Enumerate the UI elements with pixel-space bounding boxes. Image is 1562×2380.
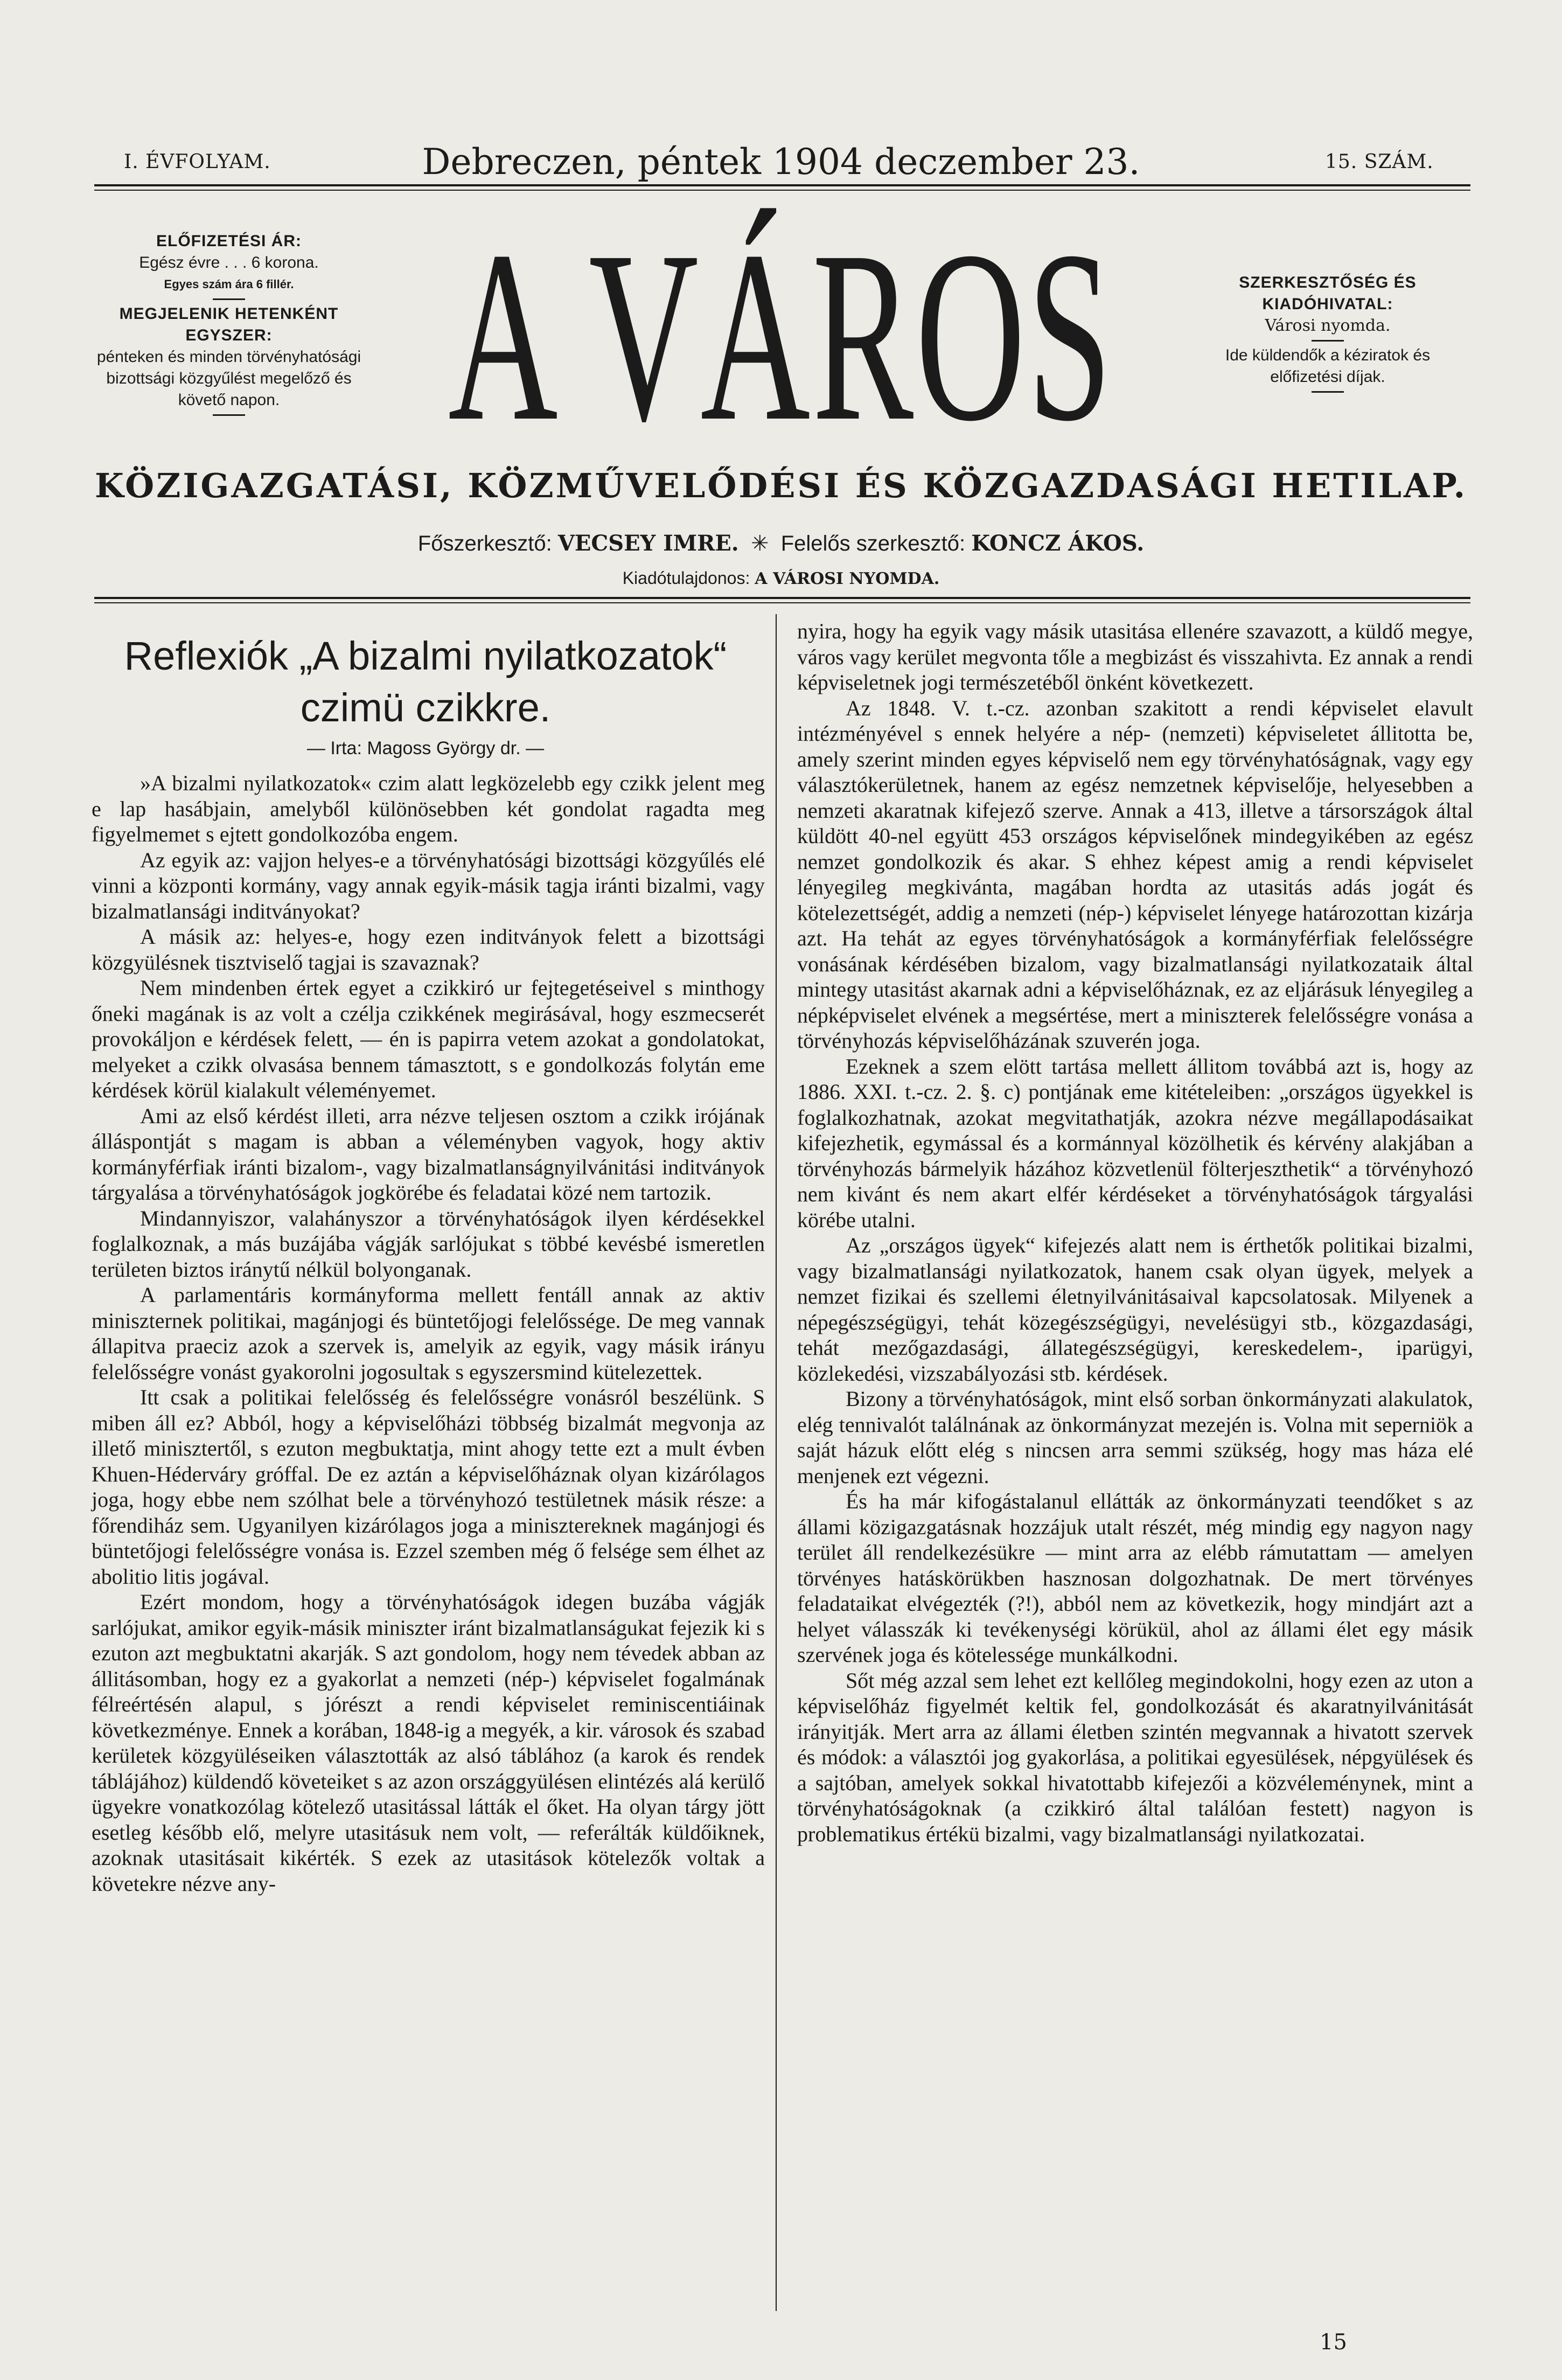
staff-line xyxy=(0,531,1562,556)
paragraph: Nem mindenben értek egyet a czikkiró ur fejtegetéseivel s minthogy őneki magának is az volt a czélja czikkének megirásával, hogy eszmecserét provokáljon e kérdések felett, — én is papirra vetem azokat a gondolatokat, melyeket a czikk olvasása bennem támasztott, s e gondolkozás folytán eme kérdések körül kialakult véleményemet. xyxy=(92,976,765,1102)
paragraph: nyira, hogy ha egyik vagy másik utasitása ellenére szavazott, a küldő megye, város vagy kerület megvonta tőle a megbizást és visszahivta. Ez annak a rendi képviseletnek jogi természetéből önként következett. xyxy=(797,619,1473,694)
paragraph: Az egyik az: vajjon helyes-e a törvényhatósági bizottsági közgyűlés elé vinni a központi kormány, vagy annak egyik-másik tagja iránti bizalmi, vagy bizalmatlansági inditványokat? xyxy=(92,847,765,923)
subscription-price: Egész évre . . . 6 korona. xyxy=(139,254,319,272)
paragraph: Ami az első kérdést illeti, arra nézve teljesen osztom a czikk irójának álláspontját s magam is abban a véleményben vagyok, hogy aktiv kormányférfiak iránti bizalom-, vagy bizalmatlanságnyilvánitási inditványok tárgyalása a törvényhatóságok jogkörébe és feladatai közé nem tartozik. xyxy=(92,1103,765,1205)
publication-title: MEGJELENIK HETENKÉNT EGYSZER: xyxy=(119,305,339,344)
paragraph: És ha már kifogástalanul ellátták az önkormányzati teendőket s az állami közigazgatásnak hozzájuk utalt részét, még mindig egy nagyon nagy terület áll rendelkezésükre — mint arra az elébb rámutattam — amelyen törvényes hatáskörükben hasznosan dolgozhatnak. De mert törvényes feladataikat elvégezték (?!), abból nem az következik, hogy mindjárt azt a helyet válasszák ki tevékenységi körükül, ahol az állami élet egy másik szervének joga és kötelessége munkálkodni. xyxy=(797,1489,1473,1667)
dateline: Debreczen, péntek 1904 deczember 23. xyxy=(422,141,1140,183)
office-address: Városi nyomda. xyxy=(1265,316,1391,335)
separator-star-icon: ✳ xyxy=(750,532,769,555)
header-rule xyxy=(94,184,1470,186)
issue-number: 15. SZÁM. xyxy=(1325,151,1434,173)
divider xyxy=(213,298,245,300)
office-box xyxy=(1193,272,1462,396)
page-number: 15 xyxy=(1320,2330,1347,2355)
staff-rule xyxy=(94,597,1470,599)
divider xyxy=(1312,340,1344,342)
divider xyxy=(1312,391,1344,393)
office-title: SZERKESZTŐSÉG ÉS KIADÓHIVATAL: xyxy=(1239,274,1417,313)
article-title xyxy=(86,630,765,734)
editor-name: VECSEY IMRE. xyxy=(557,531,739,556)
office-note: Ide küldendők a kéziratok és előfizetési díjak. xyxy=(1225,346,1431,386)
subheading: KÖZIGAZGATÁSI, KÖZMŰVELŐDÉSI ÉS KÖZGAZDASÁGI HETILAP. xyxy=(94,466,1468,505)
paragraph: Sőt még azzal sem lehet ezt kellőleg megindokolni, hogy ezen az uton a képviselőház figyelmét keltik fel, gondolkozását és akaratnyilvánitását irányitják. Mert arra az állami életben szintén megvannak a hivatott szervek és módok: a választói jog gyakorlása, a politikai egyesülések, népgyülések és a sajtóban, amelyek sokkal hivatottabb kifejezői a közvéleménynek, mint a törvényhatóságoknak (a czikkiró által találóan festett) nagyon is problematikus értékü bizalmi, vagy bizalmatlansági nyilatkozatai. xyxy=(797,1668,1473,1846)
owner-line xyxy=(0,568,1562,588)
article-byline: — Irta: Magoss György dr. — xyxy=(306,738,545,758)
owner-name: A VÁROSI NYOMDA. xyxy=(755,569,940,588)
paragraph: Az 1848. V. t.-cz. azonban szakitott a rendi képviselet elavult intézményével s ennek helyére a nép- (nemzeti) képviseletet állitotta be, amely szerint minden egyes képviselő nem egy törvényhatóságnak, vagy egy választókerületnek, hanem az egész nemzetnek képviselője, helyesebben a nemzeti akaratnak kifejező szerve. Annak a 413, illetve a társországok által küldött 40-nel együtt 453 országos képviselőnek mindegyikében az egész nemzet gondolkozik és akar. S ehhez képest amig a rendi képviselet lényegileg megkivánta, magában hordta az utasitás adás jogát és kötelezettségét, addig a nemzeti (nép-) képviselet lényege határozottan kizárja azt. Ha tehát az egyes törvényhatóságok a kormányférfiak felelősségre vonásának kérdésében bizalom, vagy bizalmatlansági nyilatkozataik által mintegy utasitást akarnak adni a képviselőháznak, ez az eljárásuk lényegileg a népképviselet elvének a megsértése, mert a miniszterek felelősségre vonása a törvényhozás képviselőházának szuverén joga. xyxy=(797,695,1473,1053)
responsible-label: Felelős szerkesztő: xyxy=(780,532,966,555)
paragraph: Mindannyiszor, valahányszor a törvényhatóságok ilyen kérdésekkel foglalkoznak, a más buzájába vágják sarlójukat s többé kevésbé ismeretlen területen biztos iránytű nélkül bolyonganak. xyxy=(92,1206,765,1282)
subscription-title: ELŐFIZETÉSI ÁR: xyxy=(156,232,302,250)
left-column xyxy=(92,770,765,1896)
single-issue-price: Egyes szám ára 6 fillér. xyxy=(164,277,294,291)
editor-label: Főszerkesztő: xyxy=(417,532,552,555)
masthead-title: A VÁROS xyxy=(448,201,1114,472)
owner-label: Kiadótulajdonos: xyxy=(622,568,750,588)
paragraph: Az „országos ügyek“ kifejezés alatt nem is érthetők politikai bizalmi, vagy bizalmatlansági nyilatkozatok, hanem csak olyan ügyek, melyek a nemzet fizikai és szellemi életnyilvánitásaival kapcsolatosak. Milyenek a népegészségügyi, tehát közegészségügyi, nevelésügyi stb., közgazdasági, tehát mezőgazdasági, állategészségügyi, kereskedelem-, iparügyi, közlekedési, vizszabályozási stb. kérdések. xyxy=(797,1233,1473,1386)
staff-rule-thin xyxy=(94,602,1470,603)
header-rule-thin xyxy=(94,190,1470,191)
paragraph: Ezért mondom, hogy a törvényhatóságok idegen buzába vágják sarlójukat, amikor egyik-másik miniszter iránt bizalmatlanságukat fejezik ki s ezuton azt megbuktatni akarják. S azt gondolom, hogy nem tévedek abban az állitásomban, hogy ez a gyakorlat a nemzeti (nép-) képviselet fogalmának félreértésén alapul, s jórészt a rendi képviselet reminiscentiáinak következménye. Ennek a korában, 1848-ig a megyék, a kir. városok és szabad kerületek közgyüléseiken választották az alsó táblához (a karok és rendek táblájához) küldendő követeiket s az azon országgyülésen elintézés alá kerülő ügyekre vonatkozólag kötelező utasitással látták el őket. Ha olyan tárgy jött esetleg később elő, melyre utasitásuk nem volt, — referálták küldőiknek, azoknak utasitásait kikérték. S ezek az utasitások kötelezők voltak a követekre nézve any- xyxy=(92,1590,765,1896)
responsible-editor-name: KONCZ ÁKOS. xyxy=(971,531,1145,556)
paragraph: Bizony a törvényhatóságok, mint első sorban önkormányzati alakulatok, elég tennivalót találnának az önkormányzat mezején is. Volna mit seperniök a saját házuk előtt elég s nincsen arra semmi szükség, hogy mas háza elé menjenek ezt végezni. xyxy=(797,1387,1473,1488)
divider xyxy=(213,414,245,416)
right-column xyxy=(797,618,1473,1847)
paragraph: A másik az: helyes-e, hogy ezen inditványok felett a bizottsági közgyülésnek tisztviselő tagjai is szavaznak? xyxy=(92,924,765,975)
column-divider xyxy=(776,614,777,2311)
paragraph: Ezeknek a szem elött tartása mellett állitom továbbá azt is, hogy az 1886. XXI. t.-cz. 2. §. c) pontjának eme kitételeiben: „országos ügyekkel is foglalkozhatnak, azokat megvitathatják, azokra nézve megállapodásaikat kifejezhetik, egymással és a kormánnyal közölhetik és kérvény alakjában a törvényhozás bármelyik házához közvetlenül fölterjeszthetik“ a törvényhozó nem kivánt és nem akart elfér kérdéseket a törvényhatóságok tárgyalási körébe utalni. xyxy=(797,1054,1473,1232)
article-title-line1: Reflexiók „A bizalmi nyilatkozatok“ xyxy=(124,634,727,678)
paragraph: Itt csak a politikai felelősség és felelősségre vonásról beszélünk. S miben áll ez? Abból, hogy a képviselőházi többség bizalmát megvonja az illető minisztertől, s ezuton megbuktatja, mint ahogy tette ezt a mult évben Khuen-Héderváry gróffal. De ez aztán a képviselőháznak olyan kizárólagos joga, hogy ebbe nem szólhat bele a törvényhozó testületnek másik része: a főrendiház sem. Ugyanilyen kizárólagos joga a minisztereknek magánjogi és büntetőjogi felelősségre vonása is. Ezzel szemben még ő felsége sem élhet az abolitio litis jogával. xyxy=(92,1385,765,1589)
paragraph: »A bizalmi nyilatkozatok« czim alatt legközelebb egy czikk jelent meg e lap hasábjain, amelyből különösebben két gondolat ragadta meg figyelmemet s ejtett gondolkozóba engem. xyxy=(92,771,765,846)
publication-schedule: pénteken és minden törvényhatósági bizottsági közgyűlést megelőző és követő napon. xyxy=(96,348,361,409)
volume-label: I. ÉVFOLYAM. xyxy=(124,151,271,173)
article-title-line2: czimü czikkre. xyxy=(300,685,551,730)
paragraph: A parlamentáris kormányforma mellett fentáll annak az aktiv miniszternek politikai, magánjogi és büntetőjogi felelőssége. De meg vannak állapitva praeciz azok a szervek is, amelyik az egyik, vagy másik irányu felelősségre vonást gyakorolni jogosultak s egyszersmind kütelezettek. xyxy=(92,1283,765,1384)
